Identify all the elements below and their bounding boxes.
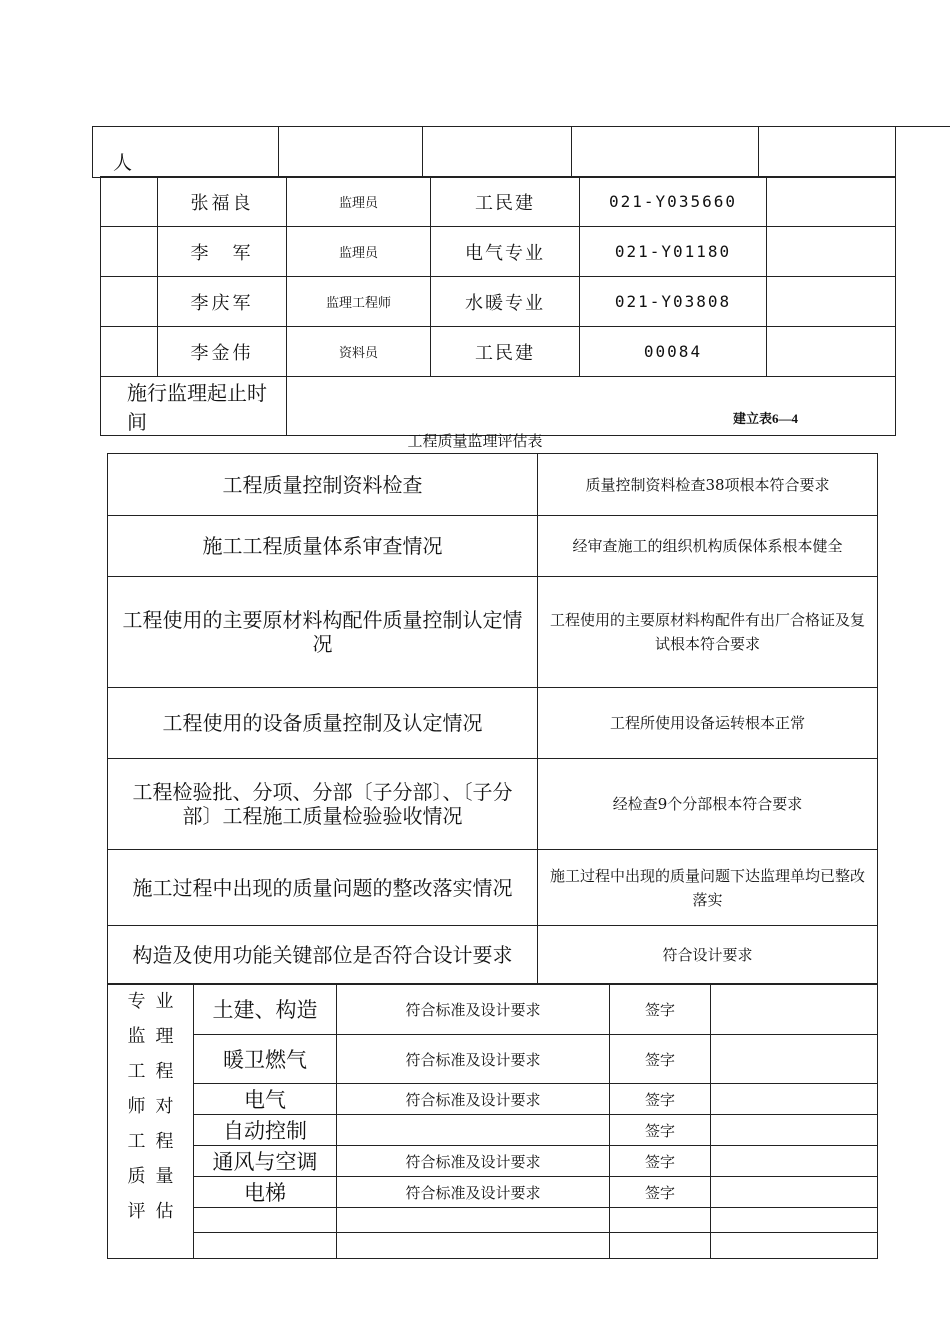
discipline-name: 通风与空调 <box>194 1146 337 1177</box>
staff-role: 监理员 <box>287 177 431 227</box>
assessment-result: 符合标准及设计要求 <box>337 1177 610 1208</box>
staff-row <box>101 177 896 227</box>
staff-specialty: 电气专业 <box>431 227 580 277</box>
evaluation-item: 施工工程质量体系审查情况 <box>108 516 538 577</box>
staff-row <box>101 277 896 327</box>
top-fragment-table <box>92 126 896 178</box>
assessment-row <box>108 1233 878 1259</box>
staff-role: 监理工程师 <box>287 277 431 327</box>
signature-label: 签字 <box>610 1035 711 1084</box>
assessment-row <box>108 1035 878 1084</box>
signature-label: 签字 <box>610 984 711 1035</box>
discipline-name <box>194 1208 337 1233</box>
signature-label: 签字 <box>610 1115 711 1146</box>
discipline-name <box>194 1233 337 1259</box>
empty-cell <box>767 277 896 327</box>
evaluation-row <box>108 577 878 688</box>
signature-field[interactable] <box>711 1035 878 1084</box>
assessment-result <box>337 1208 610 1233</box>
empty-cell <box>101 177 158 227</box>
staff-row <box>101 227 896 277</box>
form-number: 建立表6—4 <box>733 411 799 426</box>
evaluation-result: 经审查施工的组织机构质保体系根本健全 <box>538 516 878 577</box>
signature-field[interactable] <box>711 1115 878 1146</box>
evaluation-result: 经检查9个分部根本符合要求 <box>538 759 878 850</box>
signature-label <box>610 1208 711 1233</box>
empty-cell <box>759 127 896 178</box>
evaluation-row <box>108 926 878 985</box>
discipline-name: 土建、构造 <box>194 984 337 1035</box>
empty-cell <box>423 127 572 178</box>
evaluation-row <box>108 516 878 577</box>
label-line: 专业 <box>127 991 184 1012</box>
empty-cell <box>101 227 158 277</box>
discipline-name: 自动控制 <box>194 1115 337 1146</box>
staff-name: 李金伟 <box>158 327 287 377</box>
signature-label: 签字 <box>610 1084 711 1115</box>
staff-specialty: 工民建 <box>431 177 580 227</box>
staff-name: 李 军 <box>158 227 287 277</box>
staff-role: 资料员 <box>287 327 431 377</box>
table-edge-stub <box>895 126 950 378</box>
staff-name: 李庆军 <box>158 277 287 327</box>
empty-cell <box>572 127 759 178</box>
staff-cert-number: 00084 <box>580 327 767 377</box>
assessment-row <box>108 1084 878 1115</box>
assessment-row <box>108 1177 878 1208</box>
evaluation-result: 工程所使用设备运转根本正常 <box>538 688 878 759</box>
staff-table <box>100 176 896 436</box>
evaluation-row <box>108 850 878 926</box>
assessment-row <box>108 1208 878 1233</box>
staff-role: 监理员 <box>287 227 431 277</box>
staff-name: 张福良 <box>158 177 287 227</box>
signature-label: 签字 <box>610 1177 711 1208</box>
period-value <box>287 377 896 436</box>
top-fragment-cell: 人 <box>93 127 279 178</box>
evaluation-row <box>108 688 878 759</box>
discipline-name: 暖卫燃气 <box>194 1035 337 1084</box>
empty-cell <box>767 327 896 377</box>
assessment-result: 符合标准及设计要求 <box>337 1084 610 1115</box>
signature-field[interactable] <box>711 1177 878 1208</box>
label-line: 监理 <box>127 1026 184 1047</box>
staff-specialty: 水暖专业 <box>431 277 580 327</box>
evaluation-item: 构造及使用功能关键部位是否符合设计要求 <box>108 926 538 985</box>
signature-label <box>610 1233 711 1259</box>
evaluation-item: 工程使用的设备质量控制及认定情况 <box>108 688 538 759</box>
label-line: 质量 <box>127 1166 184 1187</box>
signature-field[interactable] <box>711 1233 878 1259</box>
assessment-result: 符合标准及设计要求 <box>337 984 610 1035</box>
empty-cell <box>101 277 158 327</box>
evaluation-result: 施工过程中出现的质量问题下达监理单均已整改落实 <box>538 850 878 926</box>
evaluation-result: 质量控制资料检查38项根本符合要求 <box>538 454 878 516</box>
staff-cert-number: 021-Y03808 <box>580 277 767 327</box>
evaluation-row <box>108 759 878 850</box>
staff-cert-number: 021-Y01180 <box>580 227 767 277</box>
label-line: 师对 <box>127 1096 184 1117</box>
label-line: 工程 <box>127 1061 184 1082</box>
professional-section-label <box>108 984 194 1259</box>
evaluation-item: 施工过程中出现的质量问题的整改落实情况 <box>108 850 538 926</box>
evaluation-table <box>107 453 878 985</box>
assessment-result <box>337 1233 610 1259</box>
staff-specialty: 工民建 <box>431 327 580 377</box>
empty-cell <box>767 177 896 227</box>
discipline-name: 电气 <box>194 1084 337 1115</box>
evaluation-result: 符合设计要求 <box>538 926 878 985</box>
professional-assessment-table <box>107 983 878 1259</box>
label-line: 评估 <box>127 1201 184 1222</box>
empty-cell <box>279 127 423 178</box>
period-label: 施行监理起止时间 <box>101 377 287 436</box>
assessment-result: 符合标准及设计要求 <box>337 1035 610 1084</box>
staff-row <box>101 327 896 377</box>
signature-label: 签字 <box>610 1146 711 1177</box>
assessment-result: 符合标准及设计要求 <box>337 1146 610 1177</box>
top-fragment-row <box>93 127 896 178</box>
evaluation-item: 工程使用的主要原材料构配件质量控制认定情况 <box>108 577 538 688</box>
discipline-name: 电梯 <box>194 1177 337 1208</box>
signature-field[interactable] <box>711 1208 878 1233</box>
label-line: 工程 <box>127 1131 184 1152</box>
evaluation-row <box>108 454 878 516</box>
empty-cell <box>101 327 158 377</box>
evaluation-item: 工程质量控制资料检查 <box>108 454 538 516</box>
form-title: 工程质量监理评估表 <box>407 432 543 450</box>
signature-field[interactable] <box>711 1084 878 1115</box>
staff-cert-number: 021-Y035660 <box>580 177 767 227</box>
evaluation-item: 工程检验批、分项、分部〔子分部〕、〔子分部〕工程施工质量检验验收情况 <box>108 759 538 850</box>
signature-field[interactable] <box>711 1146 878 1177</box>
assessment-row <box>108 1146 878 1177</box>
assessment-row <box>108 1115 878 1146</box>
assessment-row <box>108 984 878 1035</box>
evaluation-result: 工程使用的主要原材料构配件有出厂合格证及复试根本符合要求 <box>538 577 878 688</box>
signature-field[interactable] <box>711 984 878 1035</box>
assessment-result <box>337 1115 610 1146</box>
empty-cell <box>767 227 896 277</box>
